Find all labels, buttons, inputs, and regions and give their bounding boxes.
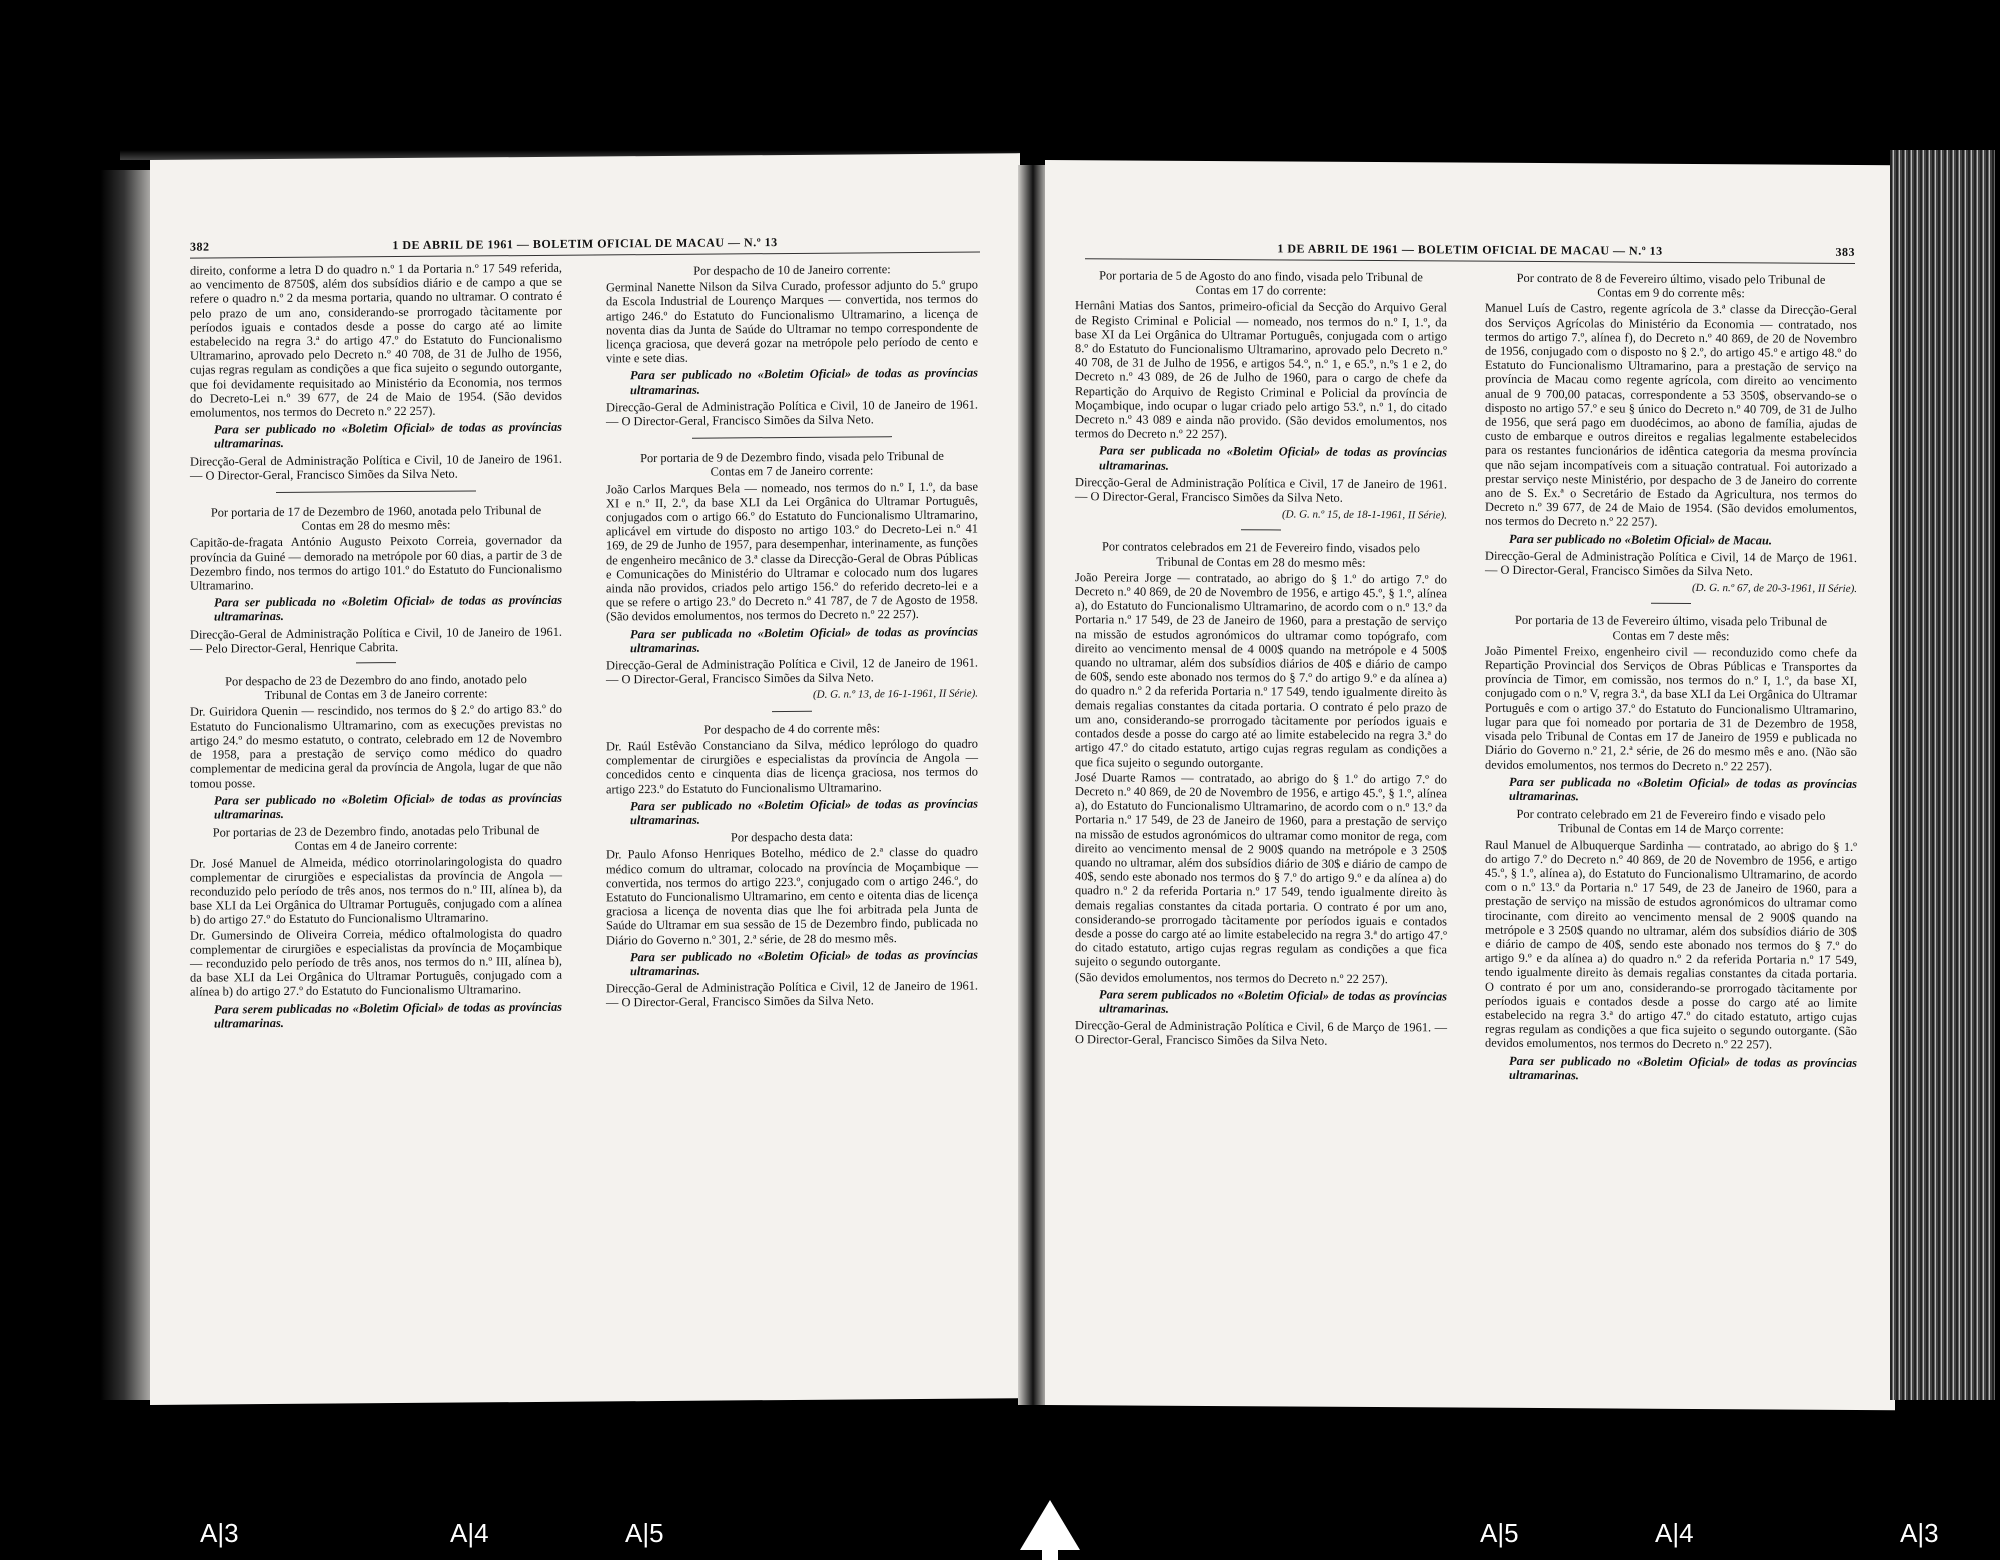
publication-note: Para serem publicadas no «Boletim Oficial» de todas as províncias ultramarinas. xyxy=(214,999,562,1031)
paragraph: Dr. Gumersindo de Oliveira Correia, médico oftalmologista do quadro complementar de cirurgiões e especialistas da província de Moçambique — reconduzido pelo período de três anos, nos termos do n.º III, alínea b), da base XLI da Lei Orgânica do Ultramar Português, conjugado com a alínea b) do artigo 27.º do Estatuto do Funcionalismo Ultramarino. xyxy=(190,925,562,1000)
frame-arrow-stem xyxy=(1042,1530,1058,1560)
section-heading: Por despacho desta data: xyxy=(730,829,854,845)
section-heading: Por portaria de 17 de Dezembro de 1960, anotada pelo Tribunal de Contas em 28 do mesmo mês: xyxy=(210,502,542,534)
paragraph: José Duarte Ramos — contratado, ao abrigo do § 1.º do artigo 7.º do Decreto n.º 40 869, de 20 de Novembro de 1956, e artigo 45.º, § 1.º, alínea a), do Estatuto do Funcionalismo Ultramarino, de acordo com o n.º 13.º da Portaria n.º 17 549, de 23 de Janeiro de 1960, para a prestação de serviço na missão de estudos agronómicos do ultramar como monitor de rega, com direito ao vencimento mensal de 2 900$ quando na metrópole e 3 250$ quando no ultramar, além dos subsídios diário de 30$ e diário de campo de 40$, sendo este abonado nos termos do § 7.º do artigo 9.º e da alínea a) do quadro n.º 2 da referida Portaria n.º 17 549, tendo igualmente direito às demais regalias constantes da citada portaria. O contrato é por um ano, considerando-se prorrogado tàcitamente por períodos iguais e contados desde a posse do cargo até ao limite estabelecido na regra 3.ª do artigo 47.º do citado estatuto, artigo cujas regras regulam as condições a que fica sujeito o segundo outorgante. xyxy=(1075,769,1447,970)
section-heading: Por portaria de 13 de Fevereiro último, visada pelo Tribunal de Contas em 7 deste mês: xyxy=(1514,613,1828,643)
publication-note: Para ser publicada no «Boletim Oficial» de todas as províncias ultramarinas. xyxy=(630,624,978,656)
frame-mark: A|4 xyxy=(1655,1518,1694,1548)
section-heading: Por portaria de 9 de Dezembro findo, visada pelo Tribunal de Contas em 7 de Janeiro corrente: xyxy=(640,448,944,480)
publication-note: Para ser publicada no «Boletim Oficial» de todas as províncias ultramarinas. xyxy=(1099,443,1447,473)
divider xyxy=(1241,530,1281,531)
publication-note: Para ser publicado no «Boletim Oficial» de todas as províncias ultramarinas. xyxy=(214,419,562,451)
header-title: 1 DE ABRIL DE 1961 — BOLETIM OFICIAL DE MACAU — N.º 13 xyxy=(392,235,778,253)
page-stack-edge xyxy=(1890,150,1995,1400)
paragraph: Manuel Luís de Castro, regente agrícola de 3.ª classe da Direcção-Geral dos Serviços Agrícolas do Ministério da Economia — contratado, nos termos do artigo 7.º, alínea f), do Decreto n.º 40 869, de 20 de Novembro de 1956, conjugado com o disposto no § 2.º, do artigo 45.º e artigo 48.º do Estatuto do Funcionalismo Ultramarino, para a prestação de serviço na província de Macau como regente agrícola, com direito ao vencimento anual de 9 700,00 patacas, correspondente a 53 350$, observando-se o disposto no artigo 57.º e seu § único do Decreto n.º 40 709, de 31 de Julho de 1956, que será pago em duodécimos, ao abono de família, ajudas de custo de embarque e outros direitos e regalias legalmente estabelecidos para os restantes funcionários de idêntica categoria da mesma província que não sejam incompatíveis com a situação contratual. Foi autorizado a prestar serviço neste Ministério, por despacho de 3 de Janeiro do corrente ano de S. Ex.ª o Secretário de Estado da Agricultura, nos termos do Decreto n.º 39 677, de 24 de Maio de 1954. (São devidos emolumentos, nos termos do Decreto n.º 22 257). xyxy=(1485,301,1857,530)
signature: Direcção-Geral de Administração Política e Civil, 17 de Janeiro de 1961. — O Director-Geral, Francisco Simões da Silva Neto. xyxy=(1075,475,1447,505)
page-number: 383 xyxy=(1835,244,1855,259)
publication-note: Para ser publicado no «Boletim Oficial» de Macau. xyxy=(1509,531,1772,548)
running-header xyxy=(1085,240,1855,264)
frame-mark: A|3 xyxy=(200,1518,239,1548)
paragraph: Dr. Raúl Estêvão Constanciano da Silva, médico leprólogo do quadro complementar de cirurgiões e especialistas da província de Angola — concedidos cento e cinquenta dias de licença graciosa, nos termos do artigo 223.º do Estatuto do Funcionalismo Ultramarino. xyxy=(606,736,978,796)
signature: Direcção-Geral de Administração Política e Civil, 14 de Março de 1961. — O Director-Geral, Francisco Simões da Silva Neto. xyxy=(1485,548,1857,579)
signature: Direcção-Geral de Administração Política e Civil, 10 de Janeiro de 1961. — O Director-Geral, Francisco Simões da Silva Neto. xyxy=(190,451,562,483)
section-heading: Por despacho de 10 de Janeiro corrente: xyxy=(693,262,891,278)
section-heading: Por contrato celebrado em 21 de Fevereiro findo e visado pelo Tribunal de Contas em 14 de Março corrente: xyxy=(1516,806,1826,837)
paragraph: Hernâni Matias dos Santos, primeiro-oficial da Secção do Arquivo Geral de Registo Criminal e Policial — nomeado, nos termos do n.º I, 1.º, da base XI da Lei Orgânica do Ultramar Português, conjugada com o artigo 8.º do Estatuto do Funcionalismo Ultramarino, aprovado pelo Decreto n.º 40 708, de 31 de Julho de 1956, e artigos 54.º, n.º 1, e 65.º, n.ºs 1 e 2, do Decreto n.º 43 089, de 26 de Julho de 1960, para o cargo de chefe da Repartição do Arquivo de Registo Criminal e Policial da província de Moçambique, indo ocupar o lugar criado pelo artigo 53.º, n.º 1, do citado Decreto n.º 43 089 e ainda não provido. (São devidos emolumentos, nos termos do Decreto n.º 22 257). xyxy=(1075,298,1447,442)
page-number: 382 xyxy=(190,239,210,254)
header-title: 1 DE ABRIL DE 1961 — BOLETIM OFICIAL DE MACAU — N.º 13 xyxy=(1277,241,1663,258)
gazette-reference: (D. G. n.º 13, de 16-1-1961, II Série). xyxy=(812,687,978,702)
running-header xyxy=(190,233,980,258)
gazette-reference: (D. G. n.º 67, de 20-3-1961, II Série). xyxy=(1691,582,1857,596)
frame-mark: A|5 xyxy=(1480,1518,1519,1548)
left-page xyxy=(150,153,1020,1405)
section-heading: Por despacho de 23 de Dezembro do ano findo, anotado pelo Tribunal de Contas em 3 de Janeiro corrente: xyxy=(225,672,527,703)
paragraph: direito, conforme a letra D do quadro n.º 1 da Portaria n.º 17 549 referida, ao vencimento de 8750$, além dos subsídios diário e de campo a que se refere o quadro n.º 2 da mesma portaria, quando no ultramar. O contrato é pelo prazo de um ano, considerando-se prorrogado tàcitamente por períodos iguais e contados desde a posse do cargo até ao limite estabelecido na regra 3.ª do artigo 47.º do Estatuto do Funcionalismo Ultramarino, aprovado pelo Decreto n.º 40 708, de 31 de Julho de 1956, cujas regras regulam as condições a que fica sujeito o segundo outorgante, que foi devidamente requisitado ao Ministério da Economia, nos termos do Decreto-Lei n.º 39 677, de 24 de Maio de 1954. (São devidos emolumentos, nos termos do Decreto n.º 22 257). xyxy=(190,260,562,420)
divider xyxy=(356,662,396,663)
section-heading: Por despacho de 4 do corrente mês: xyxy=(703,720,881,737)
paragraph: Germinal Nanette Nilson da Silva Curado, professor adjunto do 5.º grupo da Escola Industrial de Lourenço Marques — convertida, nos termos do artigo 246.º do Estatuto do Funcionalismo Ultramarino, a licença de noventa dias da Junta de Saúde do Ultramar no tempo correspondente de licença graciosa, que deverá gozar na metrópole pelo período de cento e vinte e sete dias. xyxy=(606,277,978,366)
right-page xyxy=(1045,160,1895,1410)
right-column-2 xyxy=(1485,267,1857,1087)
gazette-reference: (D. G. n.º 15, de 18-1-1961, II Série). xyxy=(1281,508,1447,522)
section-heading: Por contrato de 8 de Fevereiro último, visado pelo Tribunal de Contas em 9 do corrente mês: xyxy=(1516,270,1826,301)
signature: Direcção-Geral de Administração Política e Civil, 6 de Março de 1961. — O Director-Geral, Francisco Simões da Silva Neto. xyxy=(1075,1018,1447,1049)
publication-note: Para serem publicados no «Boletim Oficial» de todas as províncias ultramarinas. xyxy=(1099,987,1447,1016)
section-heading: Por contratos celebrados em 21 de Fevereiro findo, visados pelo Tribunal de Contas em 28 do mesmo mês: xyxy=(1102,539,1420,570)
left-column-1 xyxy=(190,261,562,1034)
right-column-1 xyxy=(1075,264,1447,1052)
publication-note: Para ser publicado no «Boletim Oficial» de todas as províncias ultramarinas. xyxy=(214,790,562,822)
book-gutter xyxy=(1018,165,1048,1405)
divider xyxy=(1651,603,1691,604)
publication-note: Para ser publicada no «Boletim Oficial» de todas as províncias ultramarinas. xyxy=(214,593,562,624)
publication-note: Para ser publicado no «Boletim Oficial» de todas as províncias ultramarinas. xyxy=(1509,1053,1857,1083)
divider xyxy=(276,490,476,493)
frame-marks xyxy=(0,1508,2000,1560)
paragraph: Raul Manuel de Albuquerque Sardinha — contratado, ao abrigo do § 1.º do artigo 7.º do Decreto n.º 40 869, de 20 de Novembro de 1956, e artigo 45.º, § 1.º, alínea a), do Estatuto do Funcionalismo Ultramarino, de acordo com o n.º 13.º da Portaria n.º 17 549, de 23 de Janeiro de 1960, para a prestação de serviço na missão de estudos agronómicos do ultramar como tirocinante, com direito ao vencimento mensal de 2 900$ quando na metrópole e 3 250$ quando no ultramar, além dos subsídios diário de 30$ e diário de campo de 40$, sendo este abonado nos termos do § 7.º do artigo 9.º e da alínea a) do quadro n.º 2 da referida Portaria n.º 17 549, tendo igualmente direito às demais regalias constantes da citada portaria. O contrato é por um ano, considerando-se prorrogado tàcitamente por períodos iguais e contados desde a posse do cargo até ao limite estabelecido na regra 3.ª do artigo 47.º do citado estatuto, artigo cujas regras regulam as condições a que fica sujeito o segundo outorgante. (São devidos emolumentos, nos termos do Decreto n.º 22 257). xyxy=(1485,837,1857,1052)
left-column-2 xyxy=(606,257,978,1012)
divider xyxy=(692,436,892,439)
signature: Direcção-Geral de Administração Política e Civil, 10 de Janeiro de 1961. — Pelo Director-Geral, Henrique Cabrita. xyxy=(190,624,562,656)
paragraph: Capitão-de-fragata António Augusto Peixoto Correia, governador da província da Guiné — demorado na metrópole por 60 dias, a partir de 3 de Dezembro findo, nos termos do artigo 101.º do Estatuto do Funcionalismo Ultramarino. xyxy=(190,533,562,593)
divider xyxy=(772,710,812,711)
signature: Direcção-Geral de Administração Política e Civil, 12 de Janeiro de 1961. — O Director-Geral, Francisco Simões da Silva Neto. xyxy=(606,655,978,687)
publication-note: Para ser publicado no «Boletim Oficial» de todas as províncias ultramarinas. xyxy=(630,796,978,828)
paragraph: (São devidos emolumentos, nos termos do Decreto n.º 22 257). xyxy=(1075,969,1388,986)
frame-mark: A|4 xyxy=(450,1518,489,1548)
signature: Direcção-Geral de Administração Política e Civil, 12 de Janeiro de 1961. — O Director-Geral, Francisco Simões da Silva Neto. xyxy=(606,978,978,1010)
publication-note: Para ser publicada no «Boletim Oficial» de todas as províncias ultramarinas. xyxy=(1509,774,1857,804)
paragraph: João Pereira Jorge — contratado, ao abrigo do § 1.º do artigo 7.º do Decreto n.º 40 869, de 20 de Novembro de 1956, e artigo 45.º, § 1.º, alínea a), do Estatuto do Funcionalismo Ultramarino, de acordo com o n.º 13.º da Portaria n.º 17 549, de 23 de Janeiro de 1960, para a prestação de serviço na missão de estudos agronómicos do ultramar como topógrafo, com direito ao vencimento mensal de 4 000$ quando na metrópole e 4 500$ quando no ultramar, além dos subsídios diários de 40$ e diário de campo de 60$, sendo este abonado nos termos do § 7.º do artigo 9.º e da alínea a) do quadro n.º 2 da referida Portaria n.º 17 549, tendo igualmente direito às demais regalias constantes da citada portaria. O contrato é pelo prazo de um ano, considerando-se prorrogado tàcitamente por períodos iguais e contados desde a posse do cargo até ao limite estabelecido na regra 3.ª do artigo 47.º do citado estatuto, artigo cujas regras regulam as condições a que fica sujeito o segundo outorgante. xyxy=(1075,570,1447,770)
frame-mark: A|5 xyxy=(625,1518,664,1548)
paragraph: Dr. Guiridora Quenin — rescindido, nos termos do § 2.º do artigo 83.º do Estatuto do Funcionalismo Ultramarino, com as execuções previstas no artigo 24.º do mesmo estatuto, o contrato, celebrado em 12 de Novembro de 1958, para a prestação de serviço como médico do quadro complementar de medicina geral da província de Angola, lugar de que não tomou posse. xyxy=(190,702,562,791)
paragraph: João Pimentel Freixo, engenheiro civil — reconduzido como chefe da Repartição Provincial dos Serviços de Obras Públicas e Transportes da província de Timor, em comissão, nos termos do n.º I, 1.º, da base XI, conjugado com o n.º V, regra 3.ª, da base XLI da Lei Orgânica do Ultramar Português e com o artigo 37.º do Estatuto do Funcionalismo Ultramarino, lugar para que foi nomeado por portaria de 31 de Dezembro de 1958, visada pelo Tribunal de Contas em 17 de Janeiro de 1959 e publicada no Diário do Governo n.º 21, 2.ª série, de 26 do mesmo mês e ano. (Não são devidos emolumentos, nos termos do Decreto n.º 22 257). xyxy=(1485,643,1857,773)
paragraph: Dr. Paulo Afonso Henriques Botelho, médico de 2.ª classe do quadro médico comum do ultramar, colocado na província de Moçambique — convertida, nos termos do artigo 223.º, conjugado com o artigo 246.º, do Estatuto do Funcionalismo Ultramarino, em cento e oitenta dias de licença graciosa a licença de noventa dias que lhe foi arbitrada pela Junta de Saúde do Ultramar em sua sessão de 15 de Dezembro findo, publicada no Diário do Governo n.º 301, 2.ª série, de 28 do mesmo mês. xyxy=(606,844,978,947)
publication-note: Para ser publicado no «Boletim Oficial» de todas as províncias ultramarinas. xyxy=(630,365,978,397)
signature: Direcção-Geral de Administração Política e Civil, 10 de Janeiro de 1961. — O Director-Geral, Francisco Simões da Silva Neto. xyxy=(606,397,978,429)
paragraph: João Carlos Marques Bela — nomeado, nos termos do n.º I, 1.º, da base XI e n.º II, 2.º, da base XLI da Lei Orgânica do Ultramar Português, conjugados com o artigo 66.º do Estatuto do Funcionalismo Ultramarino, aplicável em virtude do disposto no artigo 103.º do Decreto-Lei n.º 41 169, de 29 de Junho de 1957, para desempenhar, interinamente, as funções de engenheiro mecânico de 3.ª classe da Direcção-Geral de Obras Públicas e Comunicações do Ministério do Ultramar e colocado num dos lugares ainda não providos, criados pelo artigo 156.º do referido decreto-lei e a que se refere o artigo 23.º do Decreto n.º 41 787, de 7 de Agosto de 1958. (São devidos emolumentos, nos termos do Decreto n.º 22 257). xyxy=(606,479,978,624)
frame-mark: A|3 xyxy=(1900,1518,1939,1548)
section-heading: Por portaria de 5 de Agosto do ano findo, visada pelo Tribunal de Contas em 17 do corrente: xyxy=(1099,268,1423,298)
section-heading: Por portarias de 23 de Dezembro findo, anotadas pelo Tribunal de Contas em 4 de Janeiro corrente: xyxy=(212,823,540,854)
publication-note: Para ser publicado no «Boletim Oficial» de todas as províncias ultramarinas. xyxy=(630,947,978,979)
paragraph: Dr. José Manuel de Almeida, médico otorrinolaringologista do quadro complementar de cirurgiões e especialistas da província de Angola — reconduzido pelo período de três anos, nos termos do n.º III, alínea b), da base XLI da Lei Orgânica do Ultramar Português, conjugado com a alínea b) do artigo 27.º do Estatuto do Funcionalismo Ultramarino. xyxy=(190,853,562,928)
